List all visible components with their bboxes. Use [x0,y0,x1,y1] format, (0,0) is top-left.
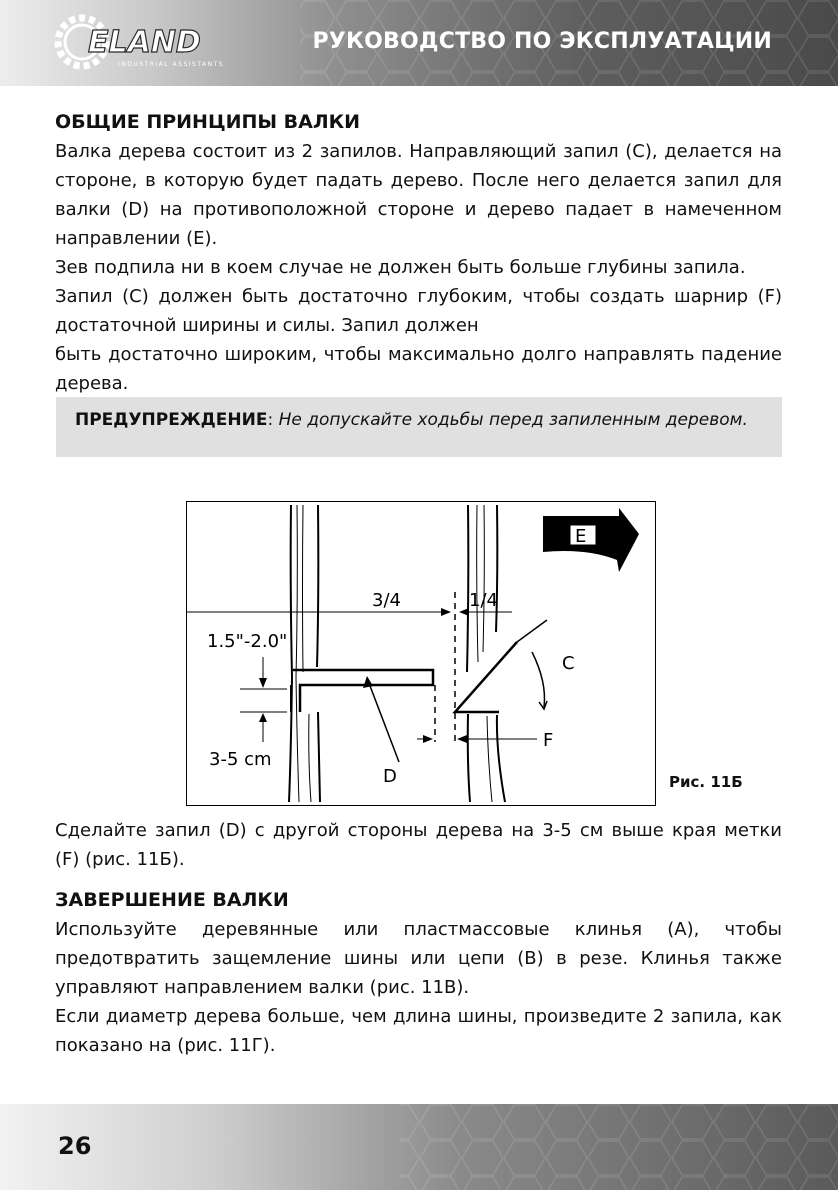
label-c: C [562,653,575,674]
section-finishing [55,816,782,1060]
section-heading: ЗАВЕРШЕНИЕ ВАЛКИ [55,889,289,911]
felling-diagram [186,501,656,806]
warning-text: ПРЕДУПРЕЖДЕНИЕ: Не допускайте ходьбы перед запиленным деревом. [75,410,748,430]
paragraph: быть достаточно широким, чтобы максимально долго направлять падение дерева. [55,344,782,394]
page-footer [0,1104,838,1190]
label-one-quarter: 1/4 [469,590,498,611]
page-header [0,0,838,86]
header-title: РУКОВОДСТВО ПО ЭКСПЛУАТАЦИИ [312,29,772,54]
guide-notch-c [455,642,517,712]
paragraph: Запил (С) должен быть достаточно глубоким, чтобы создать шарнир (F) достаточной ширины и силы. Запил должен [55,286,782,336]
paragraph: Сделайте запил (D) с другой стороны дерева на 3-5 см выше края метки (F) (рис. 11Б). [55,820,782,870]
paragraph: Валка дерева состоит из 2 запилов. Направляющий запил (С), делается на стороне, в которую будет падать дерево. После него делается запил для валки (D) на противоположной стороне и дерево падает в намеченном направлении (Е). [55,141,782,249]
felling-cut-d [293,670,433,712]
paragraph: Используйте деревянные или пластмассовые клинья (А), чтобы предотвратить защемление шины или цепи (В) в резе. Клинья также управляют направлением валки (рис. 11В). [55,919,782,998]
hex-pattern-decoration [0,1104,838,1190]
figure-caption: Рис. 11Б [669,773,743,791]
eland-logo [48,8,263,76]
felling-diagram-svg [187,502,655,805]
page-number: 26 [58,1132,92,1160]
svg-text:INDUSTRIAL ASSISTANTS: INDUSTRIAL ASSISTANTS [118,61,225,68]
paragraph: Если диаметр дерева больше, чем длина шины, произведите 2 запила, как показано на (рис. 11Г). [55,1006,782,1056]
section-general-principles [55,108,782,398]
label-depth: 1.5"-2.0" [207,631,288,652]
warning-box [56,397,782,457]
paragraph: Зев подпила ни в коем случае не должен быть больше глубины запила. [55,257,746,278]
label-d: D [383,766,397,787]
left-trunk [289,505,320,802]
section-heading: ОБЩИЕ ПРИНЦИПЫ ВАЛКИ [55,111,361,133]
right-trunk [467,505,505,802]
label-three-quarters: 3/4 [372,590,401,611]
label-f: F [543,730,554,751]
warning-message: Не допускайте ходьбы перед запиленным деревом. [278,410,748,430]
label-e: E [575,526,587,547]
label-cm: 3-5 cm [209,749,272,770]
warning-label: ПРЕДУПРЕЖДЕНИЕ [75,410,268,430]
svg-text:ELAND: ELAND [88,25,201,60]
